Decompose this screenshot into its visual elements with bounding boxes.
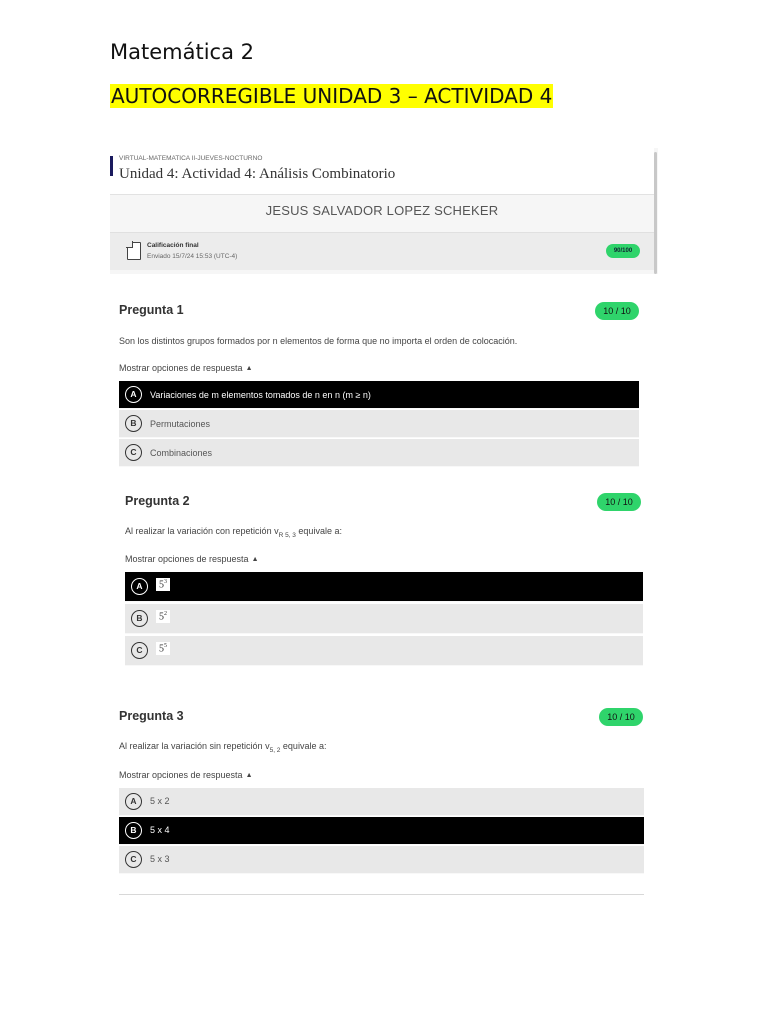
score-badge: 10 / 10 bbox=[597, 493, 641, 511]
math-exponent: 3 bbox=[164, 579, 167, 585]
option-letter: B bbox=[131, 610, 148, 627]
accent-bar bbox=[110, 156, 113, 176]
question-title: Pregunta 2 bbox=[125, 494, 190, 508]
activity-header-top bbox=[110, 148, 654, 195]
option-letter: B bbox=[125, 822, 142, 839]
chevron-up-icon: ▲ bbox=[245, 365, 253, 372]
answer-option-a[interactable] bbox=[119, 381, 639, 409]
toggle-label: Mostrar opciones de respuesta bbox=[119, 770, 243, 780]
option-label: 5 x 3 bbox=[150, 854, 170, 864]
option-letter: A bbox=[131, 578, 148, 595]
question-text bbox=[119, 741, 326, 754]
question-text bbox=[125, 526, 342, 539]
show-options-toggle[interactable] bbox=[119, 363, 253, 373]
question-title: Pregunta 1 bbox=[119, 303, 184, 317]
option-label: Combinaciones bbox=[150, 448, 213, 458]
question-2 bbox=[125, 494, 643, 666]
math-expression bbox=[156, 610, 170, 623]
divider bbox=[119, 894, 644, 895]
question-text: Son los distintos grupos formados por n elementos de forma que no importa el orden de colocación. bbox=[119, 336, 518, 346]
question-1 bbox=[119, 303, 639, 468]
question-text-subscript: R 5, 3 bbox=[278, 531, 296, 539]
document-subtitle: AUTOCORREGIBLE UNIDAD 3 – ACTIVIDAD 4 bbox=[111, 84, 553, 108]
course-code: VIRTUAL-MATEMATICA II-JUEVES-NOCTURNO bbox=[119, 155, 263, 162]
question-title: Pregunta 3 bbox=[119, 709, 184, 723]
answer-option-b[interactable] bbox=[119, 817, 644, 845]
option-letter: B bbox=[125, 415, 142, 432]
answer-option-b[interactable] bbox=[125, 604, 643, 634]
option-letter: A bbox=[125, 793, 142, 810]
math-expression bbox=[156, 578, 170, 591]
answer-option-a[interactable] bbox=[119, 788, 644, 816]
activity-title: Unidad 4: Actividad 4: Análisis Combinatorio bbox=[119, 166, 396, 182]
answer-option-c[interactable] bbox=[125, 636, 643, 666]
grade-label: Calificación final bbox=[147, 242, 199, 249]
question-text-main: Al realizar la variación con repetición v bbox=[125, 526, 279, 536]
grade-badge: 90/100 bbox=[606, 244, 640, 258]
submission-date: Enviado 15/7/24 15:53 (UTC-4) bbox=[147, 253, 238, 260]
toggle-label: Mostrar opciones de respuesta bbox=[125, 554, 249, 564]
option-label: 5 x 4 bbox=[150, 825, 170, 835]
toggle-label: Mostrar opciones de respuesta bbox=[119, 363, 243, 373]
show-options-toggle[interactable] bbox=[125, 554, 259, 564]
activity-header-card bbox=[110, 148, 658, 274]
math-exponent: 2 bbox=[164, 611, 167, 617]
math-base: 5 bbox=[159, 643, 164, 655]
question-text-end: equivale a: bbox=[295, 526, 342, 536]
answer-option-c[interactable] bbox=[119, 439, 639, 467]
answer-option-c[interactable] bbox=[119, 846, 644, 874]
option-letter: A bbox=[125, 386, 142, 403]
scrollbar[interactable] bbox=[654, 152, 657, 274]
score-badge: 10 / 10 bbox=[599, 708, 643, 726]
chevron-up-icon: ▲ bbox=[251, 556, 259, 563]
chevron-up-icon: ▲ bbox=[245, 772, 253, 779]
option-letter: C bbox=[125, 851, 142, 868]
show-options-toggle[interactable] bbox=[119, 770, 253, 780]
document-title: Matemática 2 bbox=[110, 40, 254, 64]
question-3 bbox=[119, 709, 644, 875]
document-icon bbox=[127, 242, 141, 260]
answer-option-a[interactable] bbox=[125, 572, 643, 602]
option-label: Permutaciones bbox=[150, 419, 211, 429]
option-letter: C bbox=[131, 642, 148, 659]
option-label: Variaciones de m elementos tomados de n en n (m ≥ n) bbox=[150, 390, 371, 400]
math-base: 5 bbox=[159, 611, 164, 623]
score-badge: 10 / 10 bbox=[595, 302, 639, 320]
answer-option-b[interactable] bbox=[119, 410, 639, 438]
option-label: 5 x 2 bbox=[150, 796, 170, 806]
option-letter: C bbox=[125, 444, 142, 461]
question-text-main: Al realizar la variación sin repetición v bbox=[119, 741, 270, 751]
student-name: JESUS SALVADOR LOPEZ SCHEKER bbox=[265, 203, 499, 218]
math-base: 5 bbox=[159, 579, 164, 591]
question-text-end: equivale a: bbox=[280, 741, 327, 751]
math-expression bbox=[156, 642, 170, 655]
final-grade-row bbox=[110, 232, 654, 270]
question-text-subscript: 5, 2 bbox=[269, 746, 281, 754]
math-exponent: 5 bbox=[164, 643, 167, 649]
